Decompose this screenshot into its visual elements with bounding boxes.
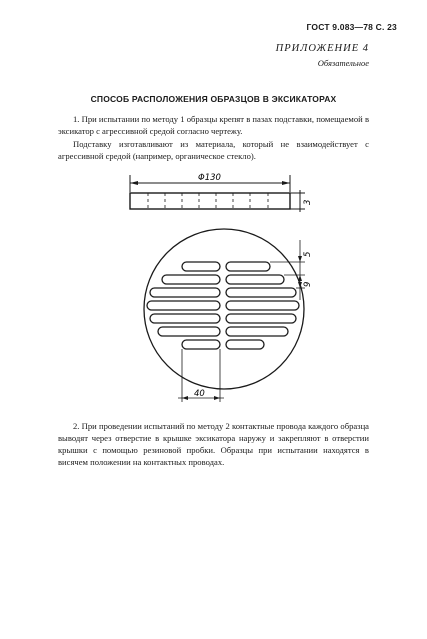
slot-pitch-label: 9 <box>303 281 313 287</box>
stand-circle <box>144 229 304 389</box>
appendix-title: ПРИЛОЖЕНИЕ 4 <box>275 43 369 54</box>
paragraph-1: 1. При испытании по методу 1 образцы крепят в пазах подставки, помещаемой в эксикатор с агрессивной средой согласно чертежу. <box>58 114 369 136</box>
stand-top-view <box>144 229 305 402</box>
diameter-label: Φ130 <box>198 173 221 183</box>
slot-length-label: 40 <box>194 389 205 399</box>
gost-code: ГОСТ 9.083—78 С. 23 <box>306 22 397 32</box>
stand-side-rect <box>130 193 290 209</box>
paragraph-2: Подставку изготавливают из материала, который не взаимодействует с агрессивной средой (например, органическое стекло). <box>58 139 369 161</box>
slot-width-label: 5 <box>303 251 313 257</box>
thickness-label: 3 <box>303 199 313 205</box>
appendix-subtitle: Обязательное <box>317 58 369 68</box>
paragraph-3: 2. При проведении испытаний по методу 2 контактные провода каждого образца выводят через отверстие в крышке эксикатора наружу и закрепляют в отверстии крышки с помощью резиновой пробки. Образцы при испытании находятся в висячем положении на контактных проводах. <box>58 421 369 467</box>
section-title: СПОСОБ РАСПОЛОЖЕНИЯ ОБРАЗЦОВ В ЭКСИКАТОРАХ <box>90 94 337 104</box>
